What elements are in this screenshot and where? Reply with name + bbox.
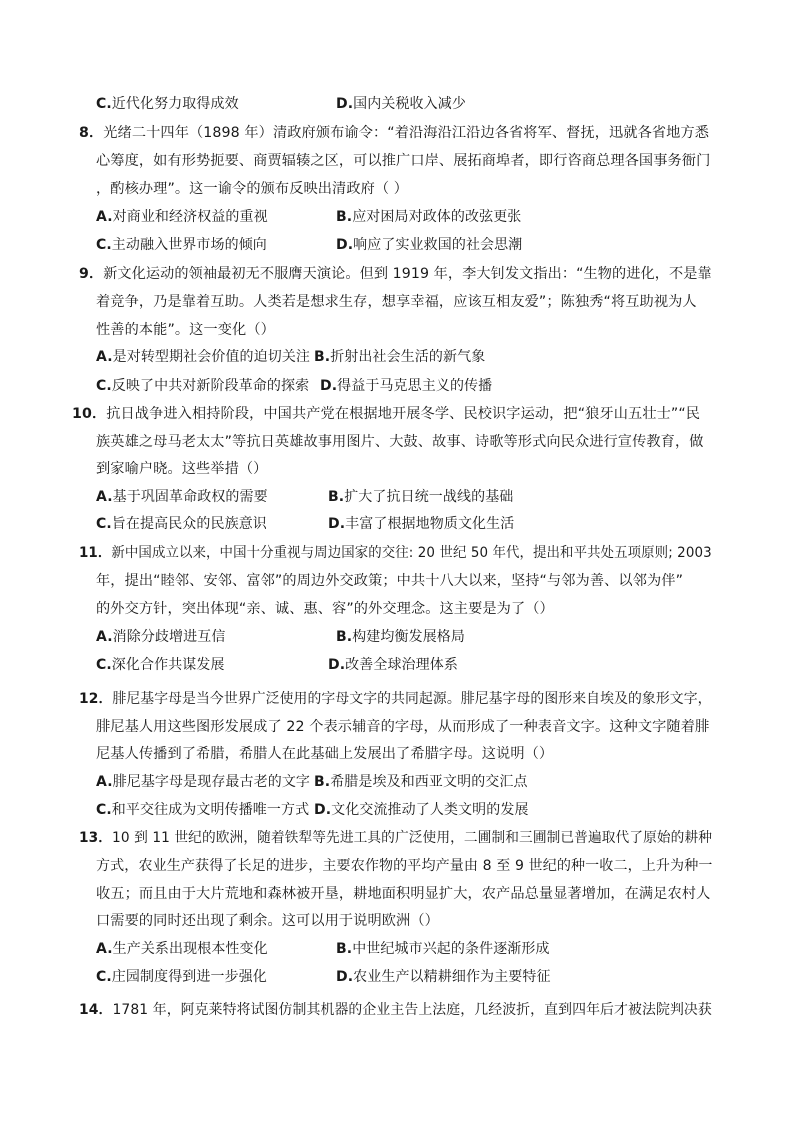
option-9d: D.得益于马克思主义的传播 [320,378,493,394]
option-9a: A.是对转型期社会价值的迫切关注 [96,349,311,365]
option-10a: A.基于巩固革命政权的需要 [96,489,268,505]
option-9c: C.反映了中共对新阶段革命的探索 [96,378,310,394]
option-13d: D.农业生产以精耕细作为主要特征 [336,969,551,985]
question-11-line-2: 年，提出“睦邻、安邻、富邻”的周边外交政策；中共十八大以来，坚持“与邻为善、以邻为伴” [96,573,684,589]
question-13-line-4: 口需要的同时还出现了剩余。这可以用于说明欧洲（） [96,913,439,929]
option-8a: A.对商业和经济权益的重视 [96,209,268,225]
option-11a: A.消除分歧增进互信 [96,629,226,645]
question-13-line-3: 收五；而且由于大片荒地和森林被开垦，耕地面积明显扩大，农产品总量显著增加，在满足农村人 [96,886,711,902]
question-11-line-3: 的外交方针，突出体现“亲、诚、惠、容”的外交理念。这主要是为了（） [96,601,554,617]
question-13-line-1: 13．10 到 11 世纪的欧洲，随着铁犁等先进工具的广泛使用，二圃制和三圃制已普遍取代了原始的耕种 [79,830,713,846]
option-10b: B.扩大了抗日统一战线的基础 [328,489,514,505]
question-8-line-3: ，酌核办理”。这一谕令的颁布反映出清政府（ ） [96,181,409,197]
question-13-line-2: 方式，农业生产获得了长足的进步，主要农作物的平均产量由 8 至 9 世纪的种一收二，上升为种一 [96,858,713,874]
question-11-line-1: 11．新中国成立以来，中国十分重视与周边国家的交往: 20 世纪 50 年代，提出和平共处五项原则; 2003 [79,545,712,561]
question-9-line-1: 9．新文化运动的领袖最初无不服膺天演论。但到 1919 年，李大钊发文指出：“生物的进化，不是靠 [79,266,712,282]
option-7c: C.近代化努力取得成效 [96,96,239,112]
question-9-line-3: 性善的本能”。这一变化（） [96,322,275,338]
option-13c: C.庄园制度得到进一步强化 [96,969,267,985]
question-10-line-3: 到家喻户晓。这些举措（） [96,461,268,477]
question-14-line-1: 14．1781 年，阿克莱特将试图仿制其机器的企业主告上法庭，几经波折，直到四年后才被法院判决获 [79,1002,712,1018]
option-8b: B.应对困局对政体的改弦更张 [336,209,522,225]
question-12-line-2: 腓尼基人用这些图形发展成了 22 个表示辅音的字母，从而形成了一种表音文字。这种文字随着腓 [96,719,710,735]
question-10-line-2: 族英雄之母马老太太”等抗日英雄故事用图片、大鼓、故事、诗歌等形式向民众进行宣传教育，做 [96,434,704,450]
option-7d: D.国内关税收入减少 [336,96,466,112]
question-9-line-2: 着竞争，乃是靠着互助。人类若是想求生存，想享幸福，应该互相友爱”；陈独秀“将互助视为人 [96,294,697,310]
option-8d: D.响应了实业救国的社会思潮 [336,237,523,253]
option-8c: C.主动融入世界市场的倾向 [96,237,267,253]
option-12b: B.希腊是埃及和西亚文明的交汇点 [314,774,528,790]
option-9b: B.折射出社会生活的新气象 [314,349,486,365]
question-12-line-1: 12．腓尼基字母是当今世界广泛使用的字母文字的共同起源。腓尼基字母的图形来自埃及的象形文字， [79,691,712,707]
option-12c: C.和平交往成为文明传播唯一方式 [96,802,310,818]
question-number: 9． [79,266,104,282]
option-12d: D.文化交流推动了人类文明的发展 [314,802,529,818]
option-10d: D.丰富了根据地物质文化生活 [328,516,515,532]
option-11d: D.改善全球治理体系 [328,657,458,673]
option-10c: C.旨在提高民众的民族意识 [96,516,267,532]
question-8-line-1: 8．光绪二十四年（1898 年）清政府颁布谕令：“着沿海沿江沿边各省将军、督抚，迅就各省地方悉 [79,125,710,141]
option-11b: B.构建均衡发展格局 [336,629,466,645]
question-12-line-3: 尼基人传播到了希腊，希腊人在此基础上发展出了希腊字母。这说明（） [96,746,554,762]
question-10-line-1: 10．抗日战争进入相持阶段，中国共产党在根据地开展冬学、民校识字运动，把“狼牙山五壮士”“民 [72,406,701,422]
option-13a: A.生产关系出现根本性变化 [96,941,268,957]
question-number: 11． [79,545,112,561]
question-8-line-2: 心筹度，如有形势扼要、商贾辐辏之区，可以推广口岸、展拓商埠者，即行咨商总理各国事务衙门 [96,153,711,169]
question-number: 13． [79,830,113,846]
question-number: 12． [79,691,113,707]
option-11c: C.深化合作共谋发展 [96,657,225,673]
question-number: 14． [79,1002,113,1018]
option-13b: B.中世纪城市兴起的条件逐渐形成 [336,941,550,957]
question-number: 8． [79,125,104,141]
question-number: 10． [72,406,107,422]
option-12a: A.腓尼基字母是现存最古老的文字 [96,774,311,790]
